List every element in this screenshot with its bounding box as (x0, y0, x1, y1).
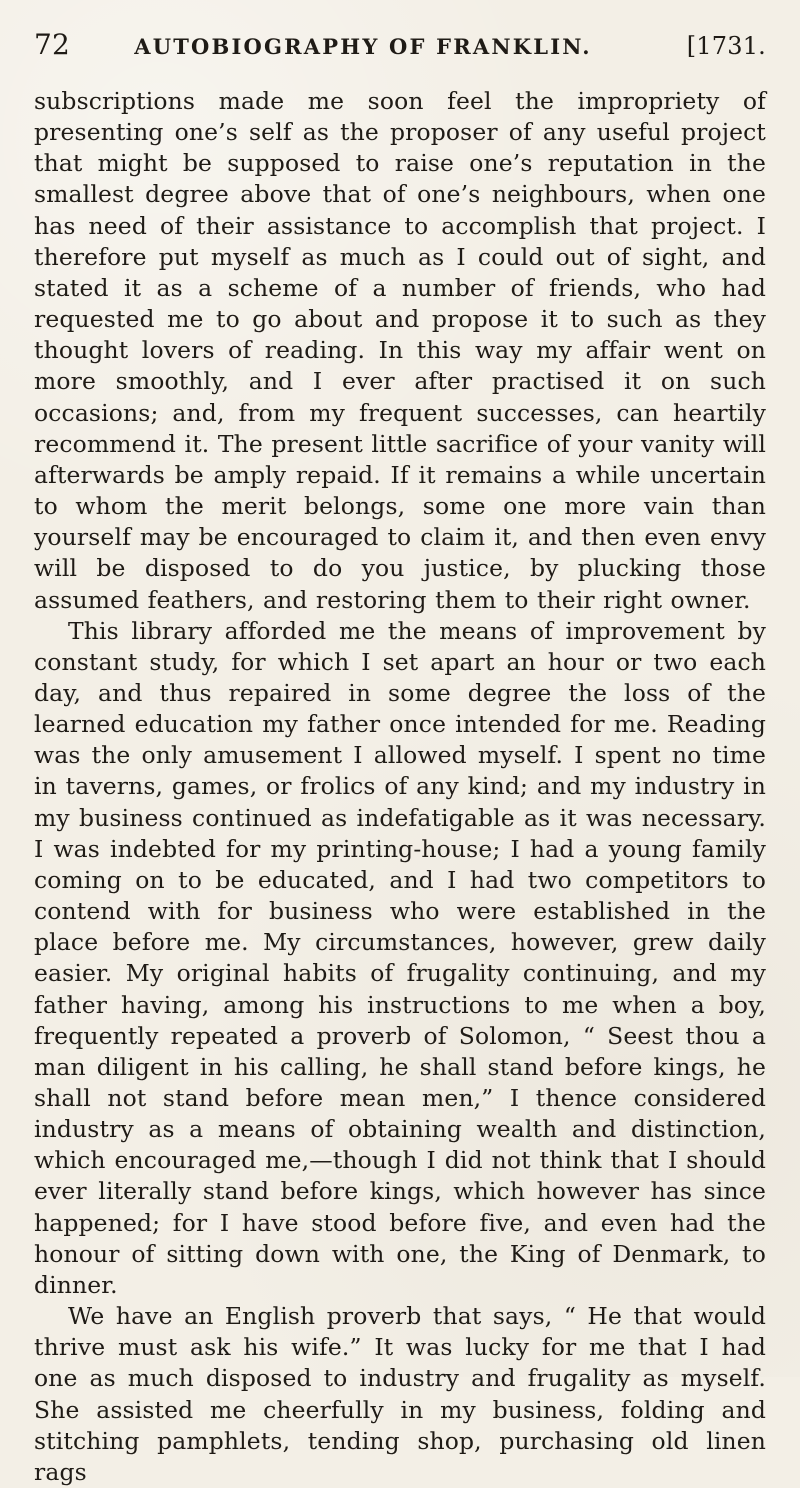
page-number: 72 (34, 28, 71, 61)
running-title: AUTOBIOGRAPHY OF FRANKLIN. (134, 34, 592, 59)
main-text (34, 86, 766, 1488)
paragraph-1: subscriptions made me soon feel the impropriety of presenting one’s self as the proposer of any useful project that might be supposed to raise one’s reputation in the smallest degree above that of one’s neighbours, when one has need of their assistance to accomplish that project. I therefore put myself as much as I could out of sight, and stated it as a scheme of a number of friends, who had requested me to go about and propose it to such as they thought lovers of reading. In this way my affair went on more smoothly, and I ever after practised it on such occasions; and, from my frequent successes, can heartily recommend it. The present little sacrifice of your vanity will afterwards be amply repaid. If it remains a while uncertain to whom the merit belongs, some one more vain than yourself may be encouraged to claim it, and then even envy will be disposed to do you justice, by plucking those assumed feathers, and restoring them to their right owner. (34, 87, 766, 614)
running-head (34, 28, 766, 64)
paragraph-3: We have an English proverb that says, “ He that would thrive must ask his wife.” It was lucky for me that I had one as much disposed to industry and frugality as myself. She assisted me cheerfully in my business, folding and stitching pamphlets, tending shop, purchasing old linen rags (34, 1302, 766, 1486)
running-year: [1731. (686, 32, 766, 60)
paragraph-2: This library afforded me the means of improvement by constant study, for which I set apart an hour or two each day, and thus repaired in some degree the loss of the learned education my father once intended for me. Reading was the only amusement I allowed myself. I spent no time in taverns, games, or frolics of any kind; and my industry in my business continued as indefatigable as it was necessary. I was indebted for my printing-house; I had a young family coming on to be educated, and I had two competitors to contend with for business who were established in the place before me. My circumstances, however, grew daily easier. My original habits of frugality continuing, and my father having, among his instructions to me when a boy, frequently repeated a proverb of Solomon, “ Seest thou a man diligent in his calling, he shall stand before kings, he shall not stand before mean men,” I thence considered industry as a means of obtaining wealth and distinction, which encouraged me,—though I did not think that I should ever literally stand before kings, which however has since happened; for I have stood before five, and even had the honour of sitting down with one, the King of Denmark, to dinner. (34, 616, 766, 1299)
